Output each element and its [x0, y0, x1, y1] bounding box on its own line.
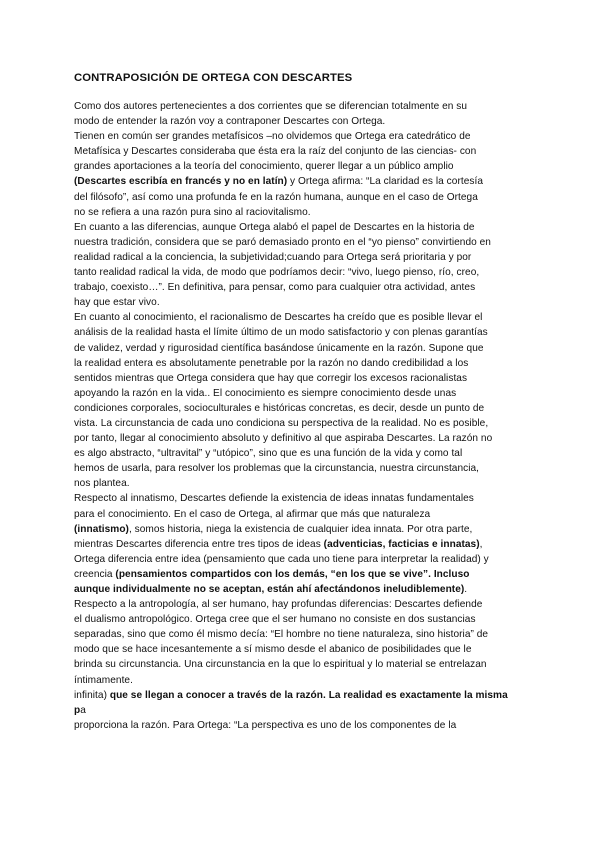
text-line: de validez, verdad y rigurosidad científica basándose únicamente en la razón. Supone que: [74, 342, 484, 354]
text-line: trabajo, coexisto…”. En definitiva, para pensar, como para cualquier otra actividad, antes: [74, 282, 476, 294]
text-line: vista. La circunstancia de cada uno condiciona su perspectiva de la realidad. No es posible,: [74, 417, 489, 429]
text-span: ,: [479, 538, 483, 550]
text-line: modo de entender la razón voy a contraponer Descartes con Ortega.: [74, 116, 386, 128]
text-line: realidad radical a la conciencia, la subjetividad;cuando para Ortega será prioritaria y por: [74, 251, 472, 263]
text-line: proporciona la razón. Para Ortega: “La perspectiva es uno de los componentes de la: [74, 719, 457, 731]
text-line: Respecto al innatismo, Descartes defiende la existencia de ideas innatas fundamentales: [74, 493, 474, 505]
text-line: [74, 537, 544, 552]
text-line: En cuanto a las diferencias, aunque Ortega alabó el papel de Descartes en la historia de: [74, 221, 475, 233]
text-line: [74, 688, 544, 703]
text-line: Como dos autores pertenecientes a dos corrientes que se diferencian totalmente en su: [74, 101, 468, 112]
page-title: CONTRAPOSICIÓN DE ORTEGA CON DESCARTES: [74, 72, 353, 84]
text-span: .: [464, 584, 468, 595]
document-body: [74, 99, 544, 733]
text-span: y Ortega afirma: “La claridad es la cortesía: [287, 176, 483, 188]
text-line: no se refiera a una razón pura sino al raciovitalismo.: [74, 206, 311, 218]
bold-span: (innatismo): [74, 523, 129, 535]
text-line: modo que se hace incesantemente a sí mismo desde el abanico de posibilidades que le: [74, 644, 472, 656]
text-line: la realidad entera es absolutamente penetrable por la razón no dando credibilidad a los: [74, 357, 469, 369]
bold-span: p: [74, 704, 81, 716]
text-line: hemos de usarla, para resolver los problemas que la circunstancia, nuestra circunstancia,: [74, 463, 480, 475]
text-line: por tanto, llegar al conocimiento absoluto y definitivo al que aspiraba Descartes. La razón no: [74, 433, 493, 445]
text-line: el dualismo antropológico. Ortega cree que el ser humano no consiste en dos sustancias: [74, 614, 476, 626]
text-line: hay que estar vivo.: [74, 297, 160, 309]
text-line: íntimamente.: [74, 674, 133, 686]
text-line: Respecto a la antropología, al ser humano, hay profundas diferencias: Descartes defiende: [74, 599, 483, 611]
text-line: nuestra tradición, considera que se paró demasiado pronto en el “yo pienso” convirtiendo en: [74, 236, 491, 248]
text-line: apoyando la razón en la vida.. El conocimiento es siempre conocimiento desde unas: [74, 387, 457, 399]
text-line: Tienen en común ser grandes metafísicos –no olvidemos que Ortega era catedrático de: [74, 131, 471, 143]
text-line: [74, 703, 544, 718]
text-line: [74, 522, 544, 537]
text-line: tanto realidad radical la vida, de modo que podríamos decir: “vivo, luego pienso, río, creo,: [74, 267, 480, 279]
text-line: del filósofo”, así como una profunda fe en la razón humana, aunque en el caso de Ortega: [74, 191, 478, 203]
text-line: separadas, sino que como él mismo decía: “El hombre no tiene naturaleza, sino historia” de: [74, 629, 489, 641]
text-line: grandes aportaciones a la teoría del conocimiento, querer llegar a un público amplio: [74, 161, 454, 173]
bold-span: (pensamientos compartidos con los demás, “en los que se vive”. Incluso: [115, 568, 470, 580]
text-line: para el conocimiento. En el caso de Ortega, al afirmar que más que naturaleza: [74, 508, 431, 520]
bold-span: (adventicias, facticias e innatas): [323, 538, 480, 550]
text-line: sentidos mientras que Ortega considera que hay que corregir los excesos racionalistas: [74, 372, 468, 384]
text-span: mientras Descartes diferencia entre tres tipos de ideas: [74, 538, 324, 550]
bold-span: (Descartes escribía en francés y no en latín): [74, 176, 288, 188]
text-span: infinita): [74, 689, 107, 701]
text-line: Metafísica y Descartes consideraba que ésta era la raíz del conjunto de las ciencias- con: [74, 146, 477, 158]
text-line: En cuanto al conocimiento, el racionalismo de Descartes ha creído que es posible llevar el: [74, 312, 483, 324]
text-span: a: [80, 704, 86, 716]
text-line: condiciones corporales, socioculturales e históricas concretas, es decir, desde un punto de: [74, 402, 485, 414]
text-line: análisis de la realidad hasta el límite último de un modo satisfactorio y con plenas garantías: [74, 327, 488, 339]
text-span: creencia: [74, 568, 116, 580]
text-line: [74, 567, 544, 582]
text-line: es algo abstracto, “ultravital” y “utópico”, sino que es una función de la vida y como tal: [74, 448, 463, 460]
bold-span: que se llegan a conocer a través de la razón. La realidad es exactamente la misma: [107, 689, 508, 701]
text-line: nos plantea.: [74, 478, 130, 490]
bold-span: aunque individualmente no se aceptan, están ahí afectándonos ineludiblemente): [74, 584, 465, 595]
text-span: , somos historia, niega la existencia de cualquier idea innata. Por otra parte,: [128, 523, 473, 535]
text-line: [74, 582, 544, 597]
text-line: [74, 174, 544, 189]
text-line: brinda su circunstancia. Una circunstancia en la que lo espiritual y lo material se entrelazan: [74, 659, 487, 671]
text-line: Ortega diferencia entre idea (pensamiento que cada uno tiene para interpretar la realidad) y: [74, 553, 489, 565]
